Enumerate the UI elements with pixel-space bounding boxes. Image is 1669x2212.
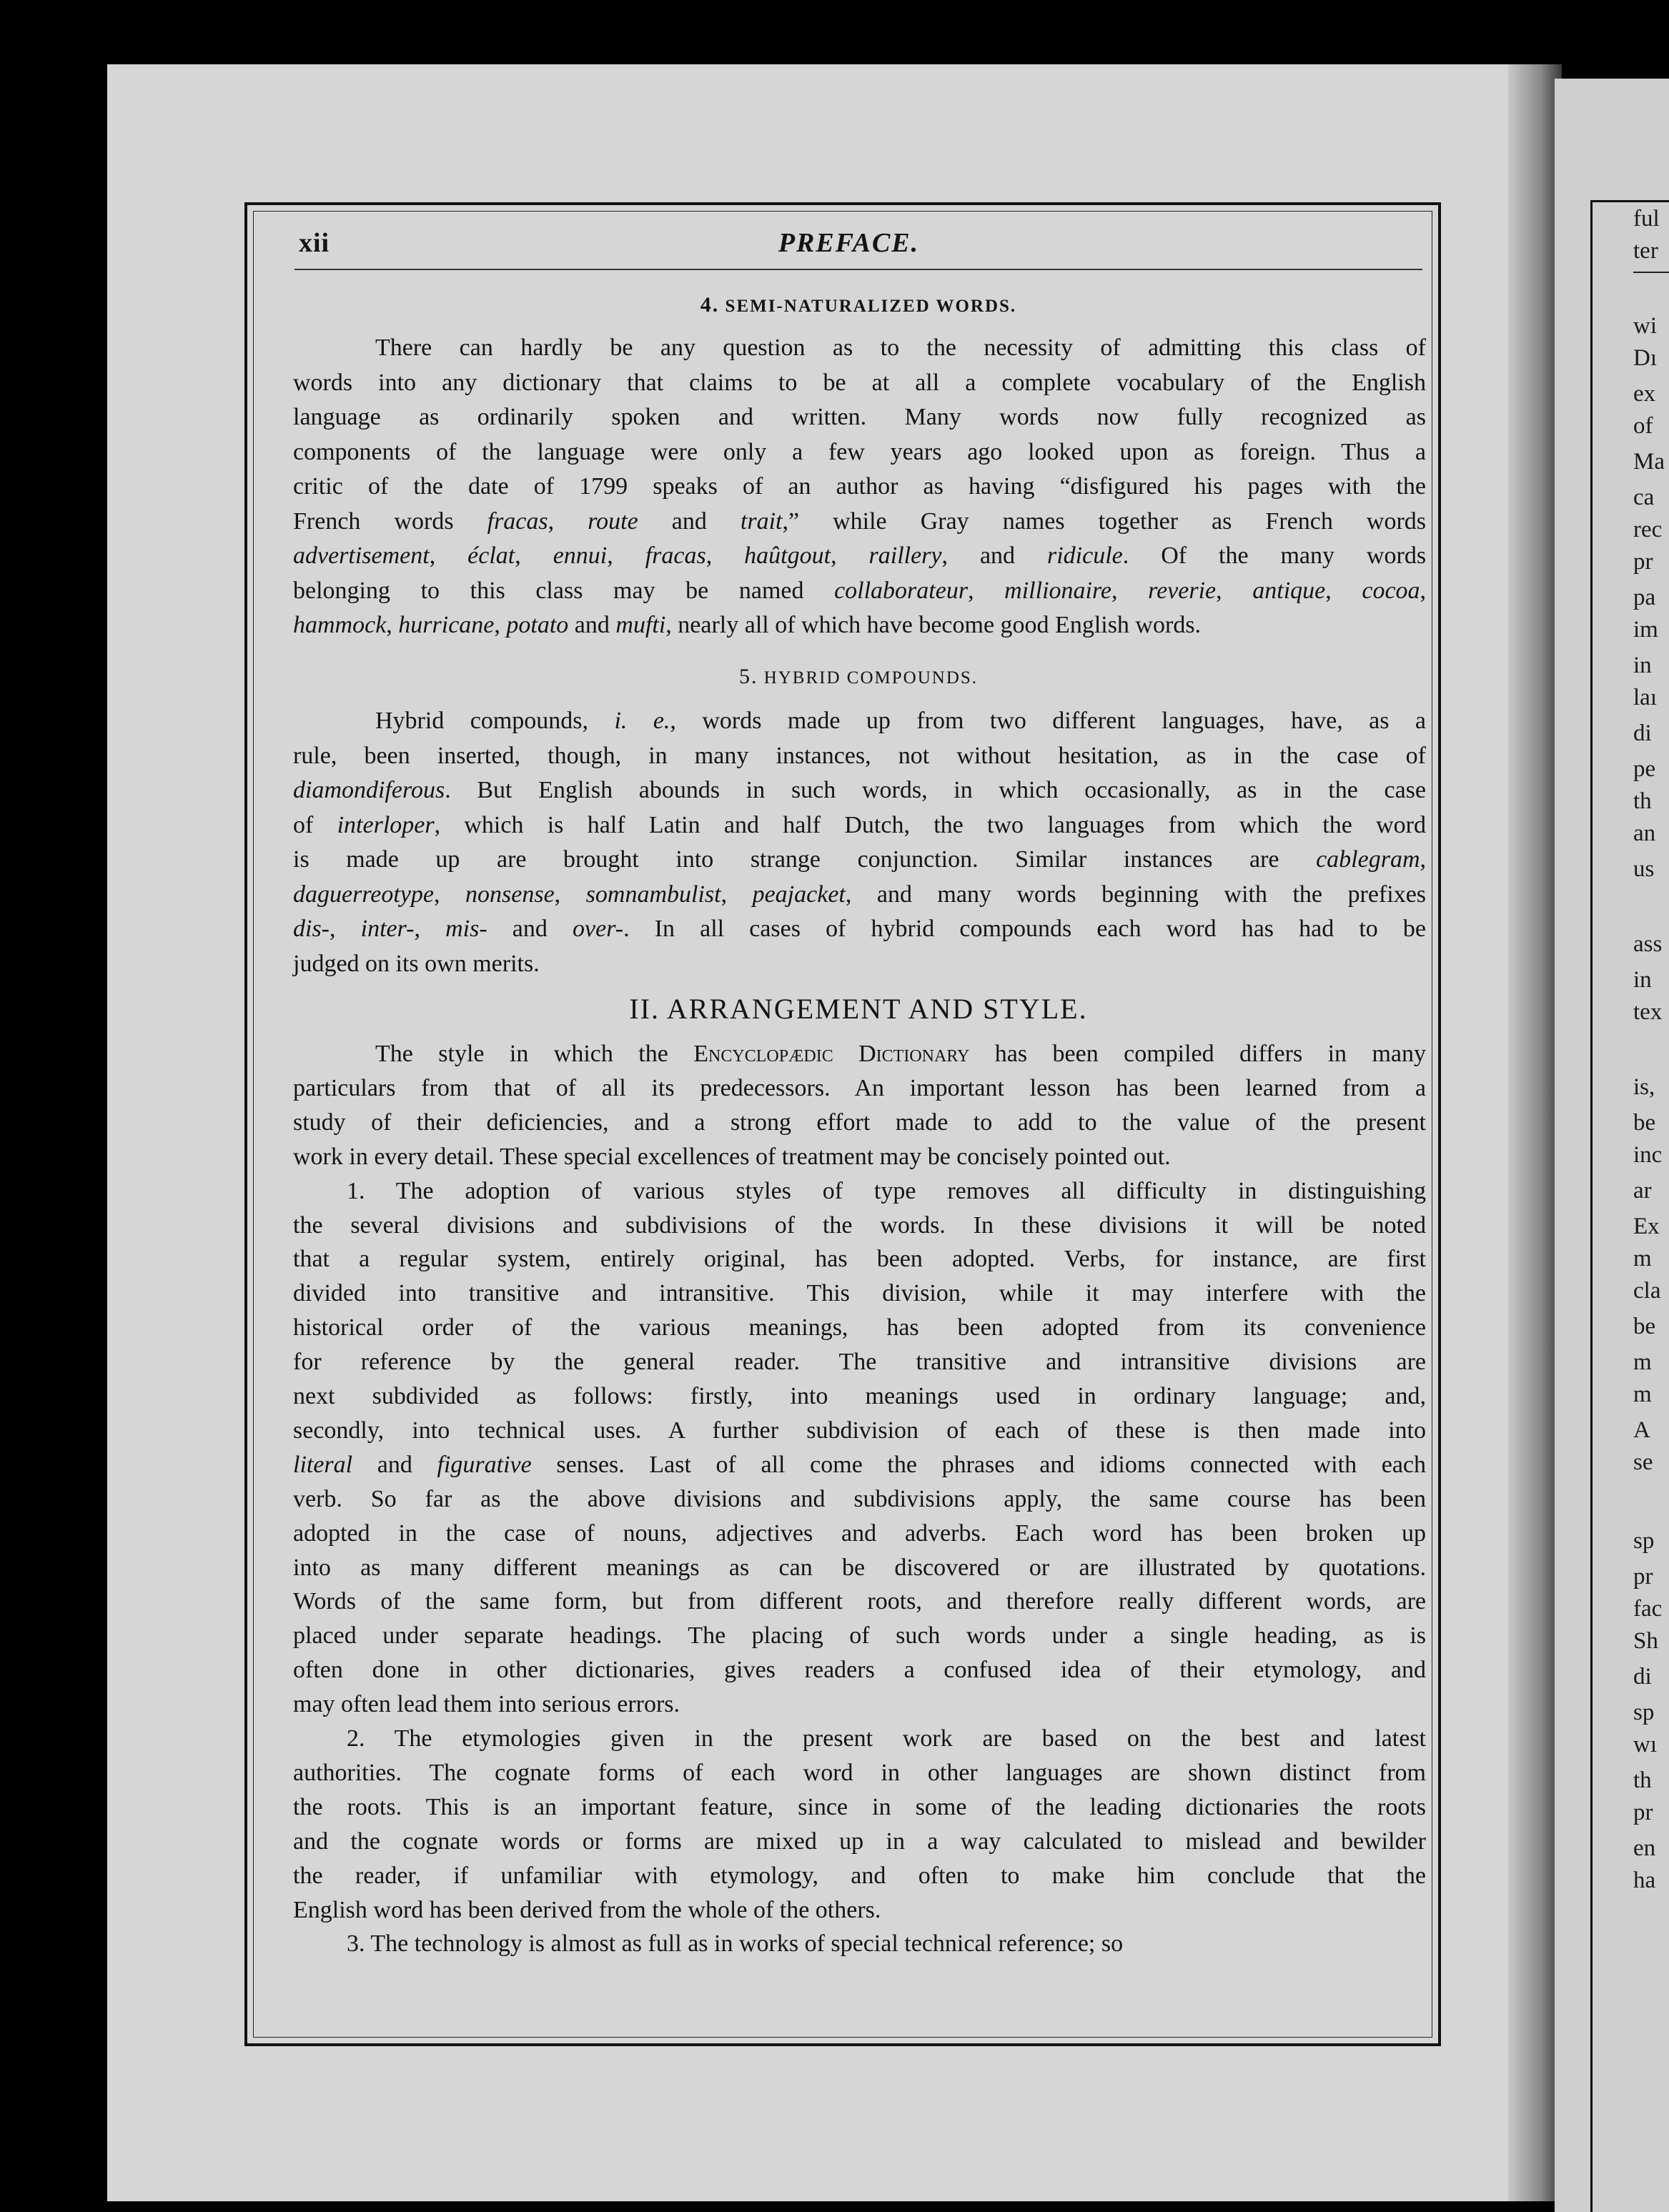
text-line bbox=[293, 613, 1426, 638]
text-run: , bbox=[515, 542, 553, 569]
text-line bbox=[293, 1247, 1426, 1271]
section-number: 4. bbox=[700, 293, 720, 317]
text-run: words into any dictionary that claims to be at all a complete vocabulary of the English bbox=[293, 369, 1426, 396]
adjacent-page-fragment: Sh bbox=[1633, 1628, 1658, 1654]
adjacent-page-fragment: m bbox=[1633, 1246, 1652, 1271]
text-run: the reader, if unfamiliar with etymology, and often to make him conclude that the bbox=[293, 1862, 1426, 1889]
text-run: secondly, into technical uses. A further subdivision of each of these is then made into bbox=[293, 1417, 1426, 1444]
text-line bbox=[293, 1076, 1426, 1101]
adjacent-page-fragment: Ma bbox=[1633, 449, 1665, 475]
text-run: , nearly all of which have become good English words. bbox=[665, 612, 1202, 638]
italic-term: ennui bbox=[553, 542, 608, 569]
text-line bbox=[293, 1589, 1426, 1614]
italic-term: figurative bbox=[437, 1451, 532, 1478]
adjacent-page-fragment: A bbox=[1633, 1417, 1650, 1443]
text-line bbox=[293, 1556, 1426, 1580]
text-line bbox=[293, 778, 1426, 803]
text-line bbox=[293, 1658, 1426, 1682]
text-line bbox=[293, 1795, 1426, 1820]
adjacent-page-fragment: is, bbox=[1633, 1074, 1655, 1100]
text-line bbox=[293, 405, 1426, 430]
text-run: 2. The etymologies given in the present work are based on the best and latest bbox=[347, 1725, 1426, 1752]
adjacent-page-fragment: us bbox=[1633, 856, 1655, 882]
text-line bbox=[293, 1211, 1426, 1239]
adjacent-page-frame-top bbox=[1590, 200, 1669, 202]
text-line bbox=[293, 744, 1426, 768]
header-rule bbox=[294, 269, 1422, 270]
text-run: 1. The adoption of various styles of type removes all difficulty in distinguishing bbox=[347, 1177, 1426, 1204]
text-run: , bbox=[1420, 577, 1427, 604]
adjacent-page-fragment: pa bbox=[1633, 585, 1656, 610]
italic-term: route bbox=[588, 507, 638, 535]
text-line bbox=[375, 336, 1426, 360]
italic-term: peajacket bbox=[752, 881, 846, 908]
italic-term: dis- bbox=[293, 916, 330, 942]
text-line bbox=[293, 579, 1426, 603]
italic-term: antique bbox=[1252, 577, 1326, 604]
text-run: judged on its own merits. bbox=[293, 950, 540, 977]
text-line bbox=[293, 1487, 1426, 1512]
text-run: , bbox=[554, 881, 586, 908]
text-run: , bbox=[414, 916, 446, 942]
text-line bbox=[293, 475, 1426, 499]
text-run: and bbox=[568, 612, 616, 638]
text-run: may often lead them into serious errors. bbox=[293, 1691, 680, 1718]
text-line bbox=[293, 883, 1426, 907]
italic-term: mufti bbox=[615, 612, 666, 638]
italic-term: éclat bbox=[467, 542, 515, 569]
text-run: into as many different meanings as can be discovered or are illustrated by quotations. bbox=[293, 1554, 1426, 1581]
text-run: and bbox=[352, 1451, 437, 1478]
italic-term: collaborateur bbox=[834, 577, 969, 604]
text-run: the roots. This is an important feature, since in some of the leading dictionaries the roots bbox=[293, 1793, 1426, 1820]
text-run: and bbox=[638, 507, 741, 535]
text-run: The style in which the bbox=[375, 1041, 694, 1067]
text-run: 3. The technology is almost as full as in works of special technical reference; so bbox=[347, 1930, 1124, 1958]
text-line bbox=[293, 1384, 1426, 1409]
text-line bbox=[293, 848, 1426, 872]
text-line bbox=[293, 1281, 1426, 1306]
italic-term: hammock bbox=[293, 612, 387, 638]
text-run: and bbox=[487, 916, 573, 942]
adjacent-page-fragment: ass bbox=[1633, 931, 1663, 957]
adjacent-page-fragment: pr bbox=[1633, 1564, 1653, 1589]
italic-term: daguerreotype bbox=[293, 881, 435, 908]
text-line bbox=[293, 1453, 1426, 1477]
text-run: Hybrid compounds, bbox=[375, 708, 615, 734]
adjacent-page-fragment: pr bbox=[1633, 1800, 1653, 1825]
text-run: components of the language were only a few years ago looked upon as foreign. Thus a bbox=[293, 438, 1426, 465]
adjacent-page-fragment: m bbox=[1633, 1349, 1652, 1375]
adjacent-page-fragment: di bbox=[1633, 720, 1652, 746]
text-run: , and bbox=[941, 542, 1047, 569]
italic-term: cablegram bbox=[1316, 846, 1420, 873]
text-run: , bbox=[1216, 577, 1253, 604]
adjacent-page-fragment: cla bbox=[1633, 1278, 1661, 1304]
italic-term: trait bbox=[740, 507, 783, 535]
adjacent-page-fragment: Dı bbox=[1633, 345, 1657, 371]
italic-term: interloper bbox=[337, 811, 435, 838]
adjacent-page-fragment: pr bbox=[1633, 549, 1653, 575]
text-run: study of their deficiencies, and a strong effort made to add to the value of the present bbox=[293, 1109, 1426, 1136]
adjacent-page-fragment: im bbox=[1633, 617, 1658, 643]
section-title: SEMI-NATURALIZED WORDS. bbox=[725, 297, 1017, 316]
text-run: . In all cases of hybrid compounds each word has had to be bbox=[623, 916, 1427, 942]
text-run: particulars from that of all its predecessors. An important lesson has been learned from a bbox=[293, 1074, 1426, 1101]
text-run: verb. So far as the above divisions and subdivisions apply, the same course has been bbox=[293, 1485, 1426, 1512]
adjacent-page-fragment: pe bbox=[1633, 756, 1656, 782]
text-run: , bbox=[429, 542, 468, 569]
adjacent-page-fragment: m bbox=[1633, 1382, 1652, 1407]
italic-term: reverie bbox=[1148, 577, 1217, 604]
text-run: of bbox=[293, 811, 337, 838]
text-line bbox=[293, 1316, 1426, 1340]
adjacent-page-fragment: of bbox=[1633, 413, 1653, 439]
adjacent-page-fragment: be bbox=[1633, 1314, 1656, 1339]
adjacent-page-fragment: fac bbox=[1633, 1596, 1663, 1622]
section-heading-semi-naturalized bbox=[294, 293, 1422, 317]
text-run: French words bbox=[293, 507, 487, 535]
italic-term: hurricane bbox=[398, 612, 495, 638]
text-run: There can hardly be any question as to the necessity of admitting this class of bbox=[375, 334, 1426, 361]
page-number: xii bbox=[299, 228, 330, 258]
adjacent-page-fragment: in bbox=[1633, 653, 1652, 678]
text-run: , bbox=[330, 916, 361, 942]
text-run: authorities. The cognate forms of each word in other languages are shown distinct from bbox=[293, 1759, 1426, 1786]
text-run: and the cognate words or forms are mixed up in a way calculated to mislead and bewilder bbox=[293, 1827, 1426, 1855]
text-run: , bbox=[705, 542, 745, 569]
italic-term: fracas bbox=[487, 507, 548, 535]
text-line bbox=[293, 1761, 1426, 1785]
text-run: has been compiled differs in many bbox=[969, 1041, 1426, 1067]
text-line bbox=[293, 1145, 1426, 1169]
text-run: often done in other dictionaries, gives readers a confused idea of their etymology, and bbox=[293, 1657, 1426, 1684]
text-run: , bbox=[386, 612, 399, 638]
italic-term: advertisement bbox=[293, 542, 430, 569]
text-run: is made up are brought into strange conjunction. Similar instances are bbox=[293, 846, 1317, 873]
text-line bbox=[347, 1179, 1426, 1204]
italic-term: literal bbox=[293, 1451, 353, 1478]
text-run: , bbox=[1111, 577, 1149, 604]
text-line bbox=[293, 1864, 1426, 1888]
text-run: senses. Last of all come the phrases and idioms connected with each bbox=[531, 1451, 1426, 1478]
small-caps-title: Encyclopædic Dictionary bbox=[693, 1041, 970, 1067]
adjacent-page-fragment: ter bbox=[1633, 238, 1658, 264]
adjacent-page-fragment: ca bbox=[1633, 485, 1655, 510]
text-run: , bbox=[968, 577, 1005, 604]
italic-term: inter- bbox=[360, 916, 415, 942]
text-run: , bbox=[494, 612, 507, 638]
text-run: , bbox=[607, 542, 645, 569]
text-run: language as ordinarily spoken and written. Many words now fully recognized as bbox=[293, 404, 1426, 430]
text-run: work in every detail. These special excellences of treatment may be concisely pointed out. bbox=[293, 1143, 1171, 1170]
italic-term: diamondiferous bbox=[293, 777, 445, 803]
adjacent-page-fragment: tex bbox=[1633, 999, 1663, 1025]
text-run: divided into transitive and intransitive. This division, while it may interfere with the bbox=[293, 1280, 1426, 1307]
text-line bbox=[293, 1519, 1426, 1547]
text-run: that a regular system, entirely original, has been adopted. Verbs, for instance, are first bbox=[293, 1246, 1426, 1273]
section-number: 5. bbox=[738, 665, 758, 688]
text-line bbox=[293, 813, 1426, 838]
adjacent-page-fragment: Ex bbox=[1633, 1214, 1660, 1239]
adjacent-page-fragment: ful bbox=[1633, 206, 1660, 232]
text-line bbox=[293, 1898, 1426, 1923]
text-line bbox=[293, 1624, 1426, 1648]
adjacent-page-fragment: ex bbox=[1633, 381, 1656, 407]
italic-term: potato bbox=[506, 612, 569, 638]
part-heading-arrangement: II. ARRANGEMENT AND STYLE. bbox=[629, 993, 1088, 1025]
adjacent-page-fragment: th bbox=[1633, 788, 1652, 814]
text-run: ,” while Gray names together as French words bbox=[782, 507, 1426, 535]
adjacent-page-fragment: an bbox=[1633, 820, 1656, 846]
text-run: English word has been derived from the whole of the others. bbox=[293, 1896, 881, 1923]
italic-term: mis- bbox=[445, 916, 487, 942]
adjacent-page-rule bbox=[1633, 272, 1669, 273]
text-run: for reference by the general reader. The transitive and intransitive divisions are bbox=[293, 1349, 1426, 1376]
italic-term: raillery bbox=[868, 542, 942, 569]
adjacent-page-fragment: di bbox=[1633, 1664, 1652, 1690]
text-line bbox=[293, 1111, 1426, 1135]
text-run: rule, been inserted, though, in many instances, not without hesitation, as in the case of bbox=[293, 742, 1426, 769]
text-line bbox=[293, 507, 1426, 535]
text-run: , and many words beginning with the prefixes bbox=[845, 881, 1427, 908]
italic-term: ridicule bbox=[1046, 542, 1123, 569]
text-line bbox=[347, 1727, 1426, 1751]
text-line bbox=[293, 1827, 1426, 1855]
italic-term: haûtgout bbox=[744, 542, 831, 569]
italic-term: i. e. bbox=[614, 708, 670, 734]
adjacent-page-fragment: inc bbox=[1633, 1142, 1663, 1168]
text-run: . But English abounds in such words, in which occasionally, as in the case bbox=[445, 777, 1426, 803]
text-run: , bbox=[831, 542, 869, 569]
italic-term: over- bbox=[573, 916, 624, 942]
text-run: belonging to this class may be named bbox=[293, 577, 835, 604]
italic-term: cocoa bbox=[1362, 577, 1420, 604]
text-run: , bbox=[548, 507, 588, 535]
text-run: critic of the date of 1799 speaks of an author as having “disfigured his pages with the bbox=[293, 473, 1426, 500]
text-line bbox=[293, 544, 1426, 568]
adjacent-page-fragment: sp bbox=[1633, 1528, 1655, 1554]
text-run: historical order of the various meanings, has been adopted from its convenience bbox=[293, 1314, 1426, 1341]
adjacent-page-frame bbox=[1590, 200, 1593, 2212]
text-run: , which is half Latin and half Dutch, the two languages from which the word bbox=[434, 811, 1426, 838]
adjacent-page-edge bbox=[1555, 79, 1669, 2212]
text-line bbox=[293, 1419, 1426, 1443]
adjacent-page-fragment: in bbox=[1633, 967, 1652, 993]
text-run: Words of the same form, but from different roots, and therefore really different words, are bbox=[293, 1588, 1426, 1615]
text-run: , words made up from two different languages, have, as a bbox=[670, 708, 1426, 734]
adjacent-page-fragment: sp bbox=[1633, 1700, 1655, 1725]
text-run: , bbox=[1325, 577, 1362, 604]
text-line bbox=[375, 709, 1426, 733]
italic-term: fracas bbox=[645, 542, 706, 569]
text-run: , bbox=[434, 881, 466, 908]
adjacent-page-fragment: be bbox=[1633, 1110, 1656, 1136]
text-line bbox=[293, 1350, 1426, 1374]
text-line bbox=[293, 917, 1426, 941]
italic-term: nonsense bbox=[465, 881, 555, 908]
adjacent-page-fragment: laı bbox=[1633, 685, 1657, 710]
text-run: . Of the many words bbox=[1122, 542, 1427, 569]
text-run: next subdivided as follows: firstly, into meanings used in ordinary language; and, bbox=[293, 1383, 1426, 1409]
text-run: the several divisions and subdivisions of the words. In these divisions it will be noted bbox=[293, 1211, 1426, 1239]
text-line bbox=[293, 440, 1426, 465]
text-line bbox=[293, 371, 1426, 395]
section-heading-hybrid bbox=[294, 665, 1422, 689]
running-head: PREFACE. bbox=[778, 228, 920, 258]
italic-term: somnambulist bbox=[585, 881, 721, 908]
text-line bbox=[375, 1042, 1426, 1066]
text-run: placed under separate headings. The placing of such words under a single heading, as is bbox=[293, 1622, 1426, 1650]
adjacent-page-fragment: wi bbox=[1633, 313, 1657, 339]
book-gutter bbox=[1508, 64, 1562, 2201]
section-title: HYBRID COMPOUNDS. bbox=[763, 668, 979, 688]
text-line bbox=[347, 1932, 1426, 1956]
text-run: adopted in the case of nouns, adjectives and adverbs. Each word has been broken up bbox=[293, 1519, 1426, 1547]
text-run: , bbox=[1420, 846, 1426, 873]
adjacent-page-fragment: rec bbox=[1633, 517, 1663, 542]
adjacent-page-fragment: ha bbox=[1633, 1868, 1656, 1893]
adjacent-page-fragment: en bbox=[1633, 1835, 1656, 1861]
adjacent-page-fragment: wı bbox=[1633, 1732, 1657, 1757]
adjacent-page-fragment: se bbox=[1633, 1449, 1653, 1475]
text-line bbox=[293, 1692, 1426, 1717]
adjacent-page-fragment: ar bbox=[1633, 1178, 1652, 1204]
italic-term: millionaire bbox=[1004, 577, 1112, 604]
text-line bbox=[293, 952, 1426, 976]
adjacent-page-fragment: th bbox=[1633, 1767, 1652, 1793]
text-run: , bbox=[720, 881, 753, 908]
